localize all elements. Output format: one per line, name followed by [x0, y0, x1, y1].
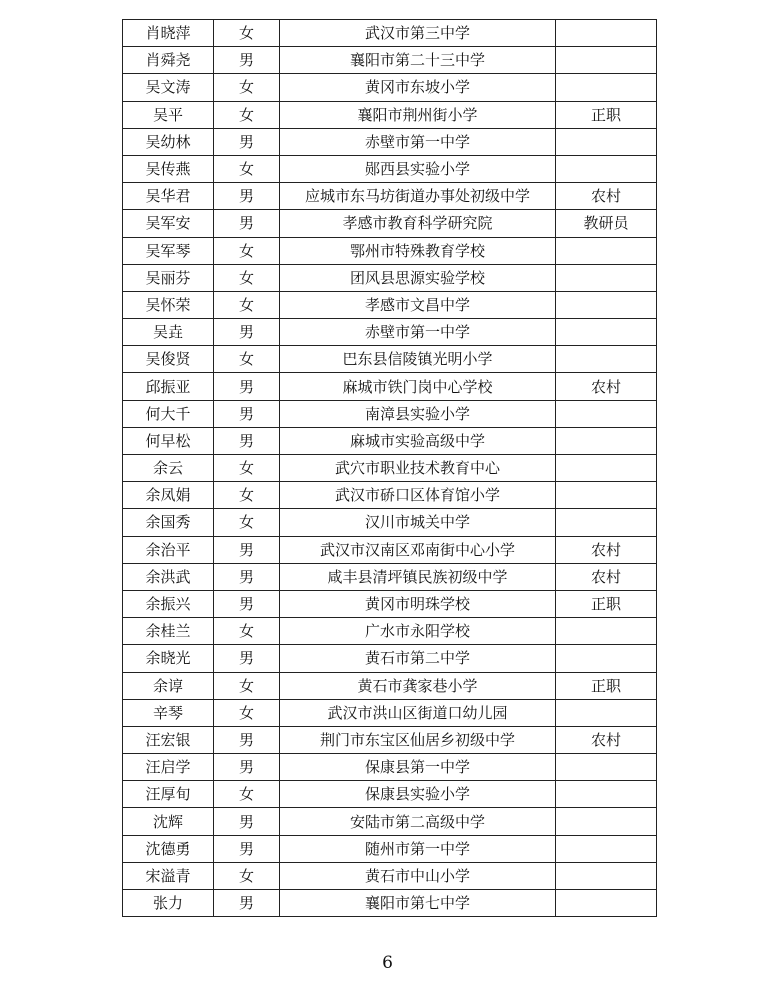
table-row: [123, 373, 657, 400]
name-cell: 吴军安: [123, 210, 214, 237]
gender-cell: 女: [214, 74, 280, 101]
gender-cell: 男: [214, 319, 280, 346]
table-row: [123, 183, 657, 210]
table-row: [123, 47, 657, 74]
table-row: [123, 754, 657, 781]
note-cell: [556, 47, 657, 74]
note-cell: [556, 509, 657, 536]
name-cell: 吴垚: [123, 319, 214, 346]
name-cell: 吴幼林: [123, 128, 214, 155]
gender-cell: 女: [214, 672, 280, 699]
school-cell: 赤壁市第一中学: [280, 319, 556, 346]
gender-cell: 女: [214, 699, 280, 726]
note-cell: [556, 890, 657, 917]
table-row: [123, 536, 657, 563]
note-cell: 农村: [556, 563, 657, 590]
gender-cell: 男: [214, 890, 280, 917]
name-cell: 邱振亚: [123, 373, 214, 400]
gender-cell: 女: [214, 455, 280, 482]
name-cell: 吴传燕: [123, 155, 214, 182]
gender-cell: 女: [214, 482, 280, 509]
roster-body: [123, 20, 657, 917]
school-cell: 安陆市第二高级中学: [280, 808, 556, 835]
note-cell: [556, 346, 657, 373]
school-cell: 武汉市第三中学: [280, 20, 556, 47]
table-row: [123, 20, 657, 47]
table-row: [123, 509, 657, 536]
gender-cell: 男: [214, 645, 280, 672]
gender-cell: 男: [214, 754, 280, 781]
name-cell: 余洪武: [123, 563, 214, 590]
gender-cell: 女: [214, 101, 280, 128]
name-cell: 余凤娟: [123, 482, 214, 509]
school-cell: 武穴市职业技术教育中心: [280, 455, 556, 482]
table-row: [123, 101, 657, 128]
gender-cell: 女: [214, 264, 280, 291]
name-cell: 余谆: [123, 672, 214, 699]
note-cell: [556, 699, 657, 726]
gender-cell: 男: [214, 427, 280, 454]
note-cell: [556, 781, 657, 808]
school-cell: 黄石市第二中学: [280, 645, 556, 672]
gender-cell: 男: [214, 183, 280, 210]
table-row: [123, 482, 657, 509]
school-cell: 保康县第一中学: [280, 754, 556, 781]
name-cell: 吴文涛: [123, 74, 214, 101]
gender-cell: 男: [214, 563, 280, 590]
name-cell: 汪厚旬: [123, 781, 214, 808]
note-cell: [556, 427, 657, 454]
name-cell: 吴俊贤: [123, 346, 214, 373]
gender-cell: 男: [214, 590, 280, 617]
school-cell: 团风县思源实验学校: [280, 264, 556, 291]
name-cell: 吴平: [123, 101, 214, 128]
school-cell: 孝感市教育科学研究院: [280, 210, 556, 237]
gender-cell: 女: [214, 346, 280, 373]
school-cell: 襄阳市第二十三中学: [280, 47, 556, 74]
gender-cell: 男: [214, 128, 280, 155]
gender-cell: 男: [214, 373, 280, 400]
school-cell: 南漳县实验小学: [280, 400, 556, 427]
name-cell: 汪启学: [123, 754, 214, 781]
note-cell: [556, 155, 657, 182]
school-cell: 黄冈市明珠学校: [280, 590, 556, 617]
school-cell: 郧西县实验小学: [280, 155, 556, 182]
note-cell: 教研员: [556, 210, 657, 237]
gender-cell: 男: [214, 835, 280, 862]
name-cell: 余云: [123, 455, 214, 482]
name-cell: 吴华君: [123, 183, 214, 210]
table-row: [123, 155, 657, 182]
name-cell: 余治平: [123, 536, 214, 563]
name-cell: 余桂兰: [123, 618, 214, 645]
gender-cell: 女: [214, 291, 280, 318]
name-cell: 肖舜尧: [123, 47, 214, 74]
note-cell: [556, 835, 657, 862]
note-cell: [556, 455, 657, 482]
note-cell: [556, 128, 657, 155]
note-cell: [556, 264, 657, 291]
note-cell: [556, 400, 657, 427]
gender-cell: 女: [214, 509, 280, 536]
school-cell: 赤壁市第一中学: [280, 128, 556, 155]
table-row: [123, 264, 657, 291]
gender-cell: 男: [214, 400, 280, 427]
name-cell: 沈辉: [123, 808, 214, 835]
school-cell: 应城市东马坊街道办事处初级中学: [280, 183, 556, 210]
table-row: [123, 400, 657, 427]
name-cell: 何大千: [123, 400, 214, 427]
table-row: [123, 455, 657, 482]
note-cell: [556, 862, 657, 889]
gender-cell: 男: [214, 726, 280, 753]
name-cell: 何早松: [123, 427, 214, 454]
note-cell: [556, 74, 657, 101]
note-cell: 农村: [556, 536, 657, 563]
school-cell: 麻城市实验高级中学: [280, 427, 556, 454]
gender-cell: 男: [214, 210, 280, 237]
table-row: [123, 835, 657, 862]
note-cell: [556, 618, 657, 645]
gender-cell: 女: [214, 20, 280, 47]
name-cell: 吴怀荣: [123, 291, 214, 318]
note-cell: [556, 20, 657, 47]
gender-cell: 男: [214, 536, 280, 563]
table-row: [123, 726, 657, 753]
school-cell: 随州市第一中学: [280, 835, 556, 862]
gender-cell: 女: [214, 862, 280, 889]
school-cell: 荆门市东宝区仙居乡初级中学: [280, 726, 556, 753]
gender-cell: 女: [214, 781, 280, 808]
table-row: [123, 346, 657, 373]
table-row: [123, 808, 657, 835]
table-row: [123, 699, 657, 726]
school-cell: 鄂州市特殊教育学校: [280, 237, 556, 264]
gender-cell: 女: [214, 237, 280, 264]
school-cell: 巴东县信陵镇光明小学: [280, 346, 556, 373]
table-row: [123, 237, 657, 264]
table-row: [123, 563, 657, 590]
note-cell: [556, 645, 657, 672]
school-cell: 保康县实验小学: [280, 781, 556, 808]
table-row: [123, 781, 657, 808]
note-cell: 正职: [556, 672, 657, 699]
note-cell: [556, 482, 657, 509]
roster-table: [122, 19, 657, 917]
table-row: [123, 291, 657, 318]
note-cell: [556, 808, 657, 835]
table-row: [123, 862, 657, 889]
school-cell: 武汉市硚口区体育馆小学: [280, 482, 556, 509]
name-cell: 吴军琴: [123, 237, 214, 264]
school-cell: 孝感市文昌中学: [280, 291, 556, 318]
school-cell: 黄冈市东坡小学: [280, 74, 556, 101]
table-row: [123, 618, 657, 645]
name-cell: 吴丽芬: [123, 264, 214, 291]
name-cell: 辛琴: [123, 699, 214, 726]
name-cell: 汪宏银: [123, 726, 214, 753]
note-cell: [556, 237, 657, 264]
note-cell: 正职: [556, 101, 657, 128]
table-row: [123, 319, 657, 346]
gender-cell: 女: [214, 155, 280, 182]
gender-cell: 男: [214, 808, 280, 835]
note-cell: [556, 291, 657, 318]
school-cell: 咸丰县清坪镇民族初级中学: [280, 563, 556, 590]
name-cell: 余振兴: [123, 590, 214, 617]
name-cell: 余国秀: [123, 509, 214, 536]
school-cell: 襄阳市第七中学: [280, 890, 556, 917]
table-row: [123, 210, 657, 237]
note-cell: 农村: [556, 373, 657, 400]
table-row: [123, 890, 657, 917]
gender-cell: 男: [214, 47, 280, 74]
table-row: [123, 672, 657, 699]
page-number: 6: [382, 953, 393, 973]
school-cell: 黄石市龚家巷小学: [280, 672, 556, 699]
school-cell: 麻城市铁门岗中心学校: [280, 373, 556, 400]
table-row: [123, 74, 657, 101]
school-cell: 汉川市城关中学: [280, 509, 556, 536]
note-cell: 农村: [556, 726, 657, 753]
name-cell: 沈德勇: [123, 835, 214, 862]
name-cell: 余晓光: [123, 645, 214, 672]
school-cell: 武汉市洪山区街道口幼儿园: [280, 699, 556, 726]
table-row: [123, 128, 657, 155]
school-cell: 武汉市汉南区邓南街中心小学: [280, 536, 556, 563]
name-cell: 宋溢青: [123, 862, 214, 889]
school-cell: 黄石市中山小学: [280, 862, 556, 889]
school-cell: 广水市永阳学校: [280, 618, 556, 645]
name-cell: 肖晓萍: [123, 20, 214, 47]
table-row: [123, 427, 657, 454]
name-cell: 张力: [123, 890, 214, 917]
note-cell: [556, 754, 657, 781]
table-row: [123, 590, 657, 617]
note-cell: 正职: [556, 590, 657, 617]
note-cell: 农村: [556, 183, 657, 210]
gender-cell: 女: [214, 618, 280, 645]
school-cell: 襄阳市荆州街小学: [280, 101, 556, 128]
note-cell: [556, 319, 657, 346]
table-row: [123, 645, 657, 672]
